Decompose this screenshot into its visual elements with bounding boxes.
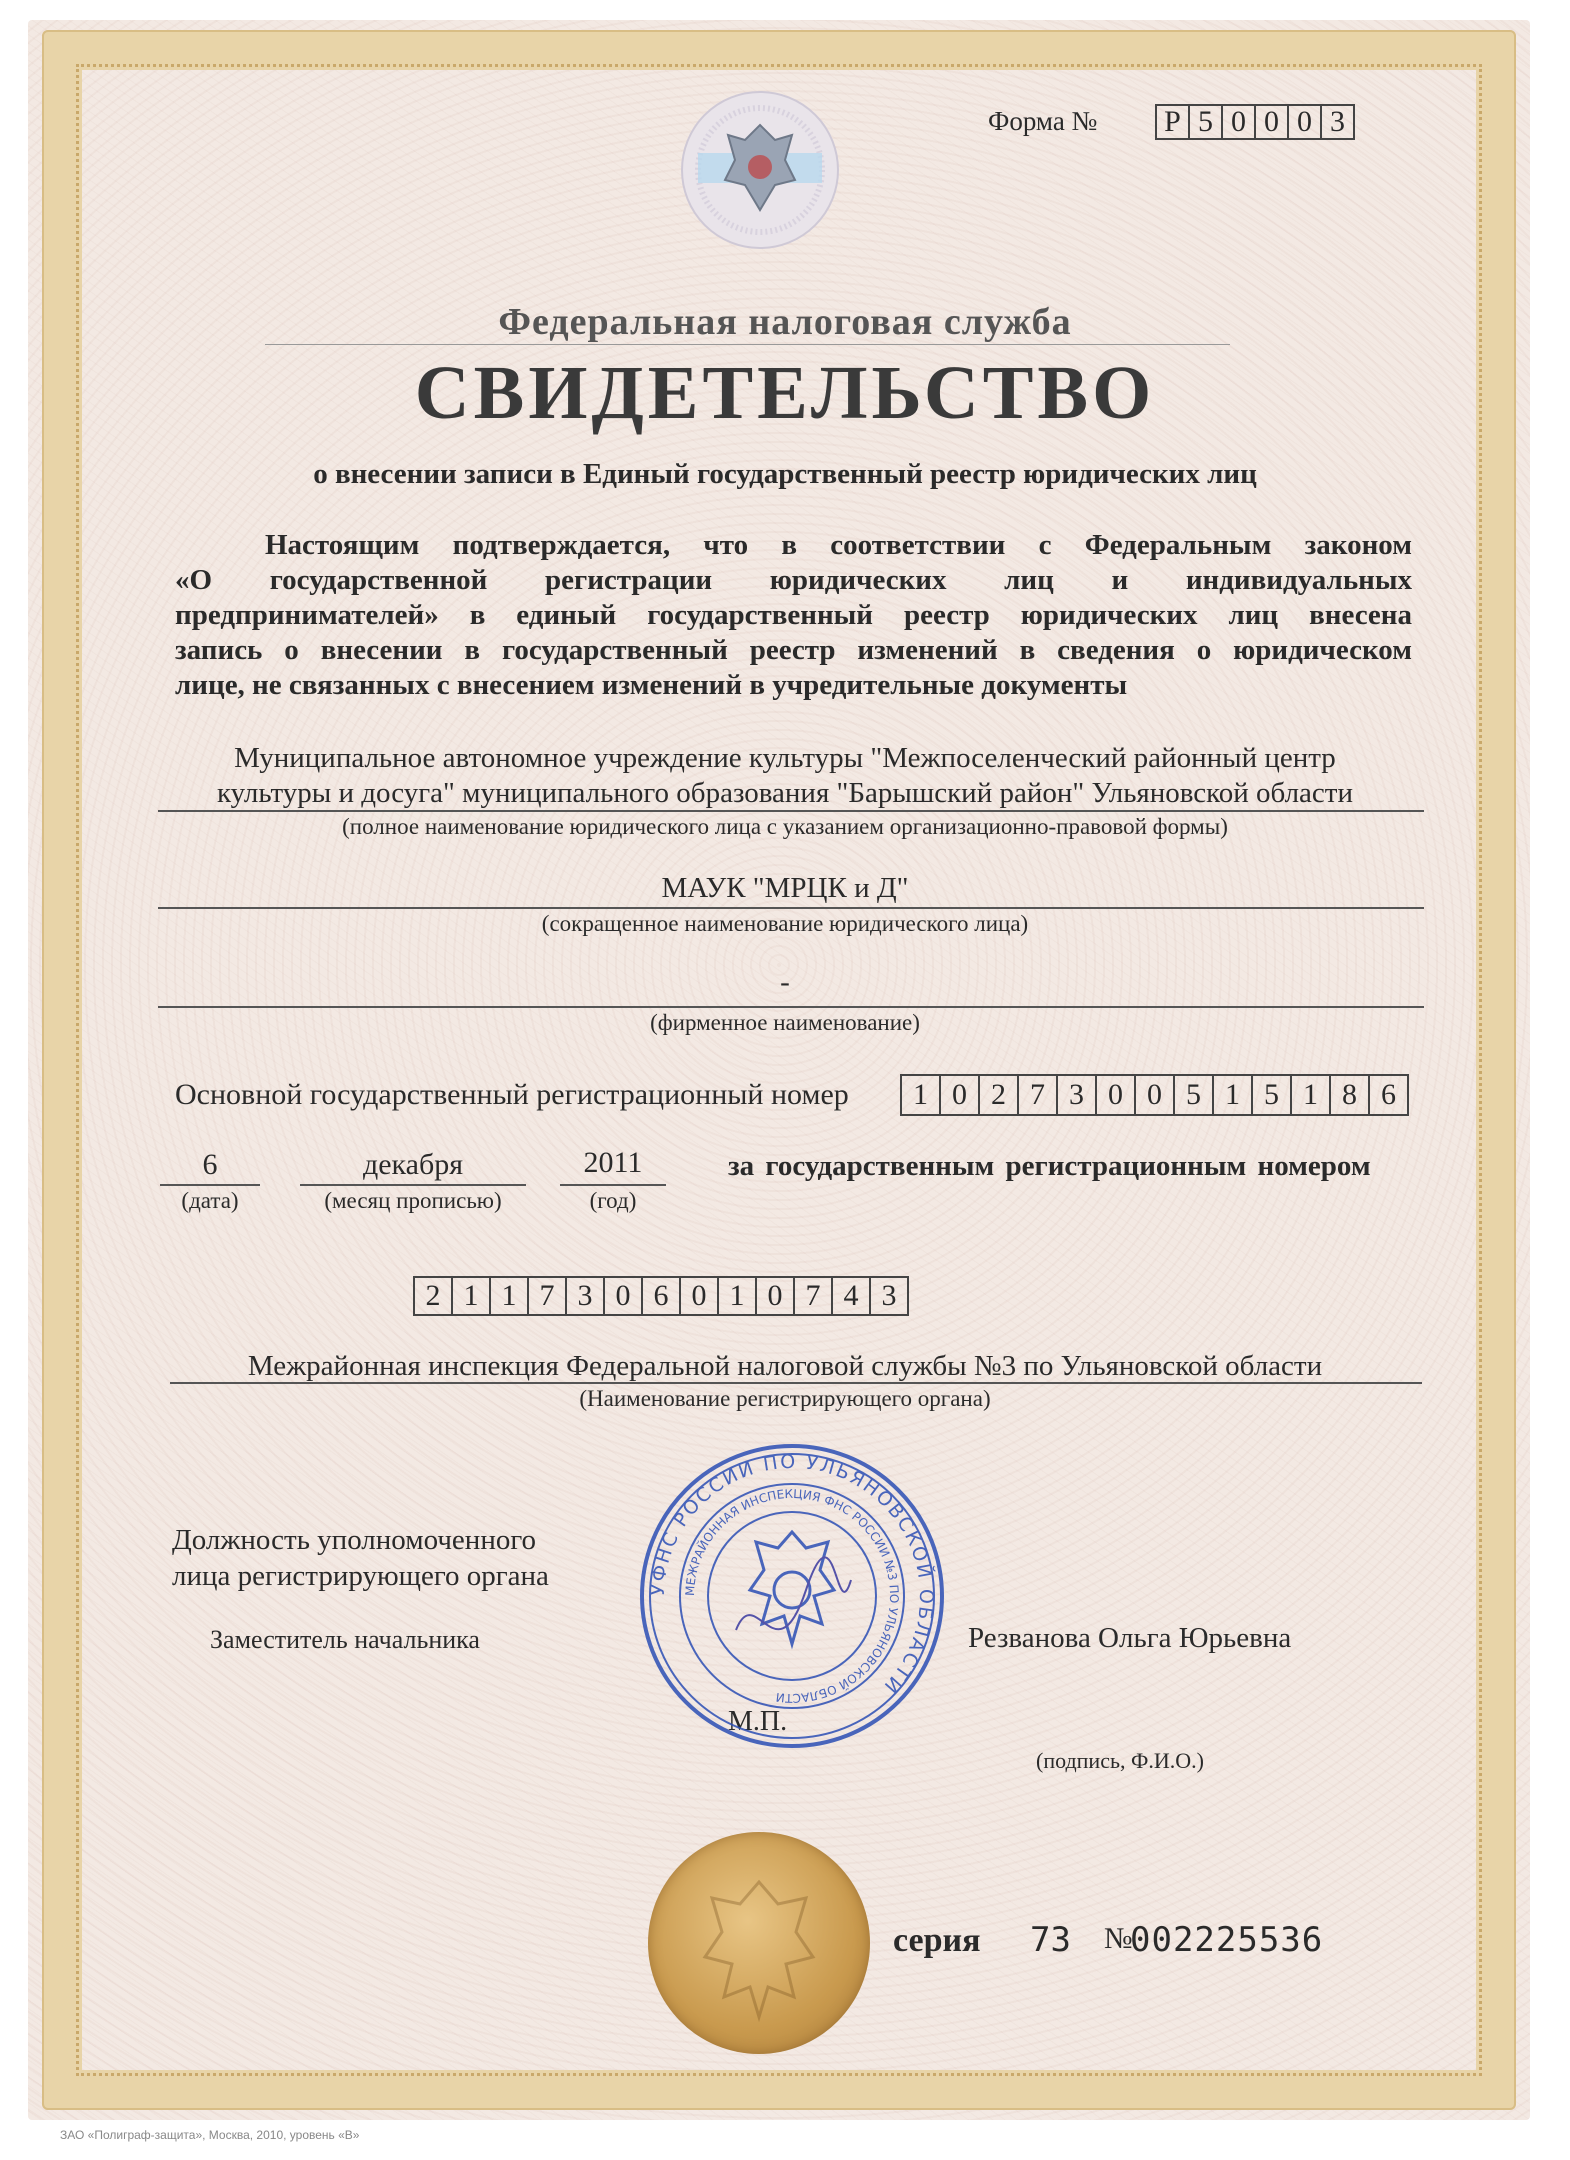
paragraph-line: предпринимателей» в единый государственный реестр юридических лиц внесена: [175, 599, 1412, 631]
svg-text:МЕЖРАЙОННАЯ ИНСПЕКЦИЯ ФНС РОСС: [683, 1487, 901, 1705]
short-name-underline: [158, 907, 1424, 909]
service-name: Федеральная налоговая служба: [498, 301, 1072, 343]
stamp-outer-text: УФНС РОССИИ ПО УЛЬЯНОВСКОЙ ОБЛАСТИ: [646, 1450, 938, 1699]
digit-cell: 0: [679, 1278, 717, 1314]
printer-footer: ЗАО «Полиграф-защита», Москва, 2010, уровень «В»: [60, 2128, 360, 2142]
digit-cell: 0: [1287, 106, 1320, 138]
digit-cell: 0: [755, 1278, 793, 1314]
date-year-caption: (год): [589, 1188, 637, 1213]
paragraph-line: лице, не связанных с внесением изменений в учредительные документы: [175, 669, 1128, 701]
digit-cell: 0: [603, 1278, 641, 1314]
digit-cell: 3: [565, 1278, 603, 1314]
full-name-line1: Муниципальное автономное учреждение культуры "Межпоселенческий районный центр: [234, 742, 1336, 774]
confirmation-paragraph: [175, 528, 1412, 703]
digit-cell: 0: [1095, 1076, 1134, 1114]
digit-cell: 6: [641, 1278, 679, 1314]
date-day-underline: [160, 1184, 260, 1186]
gold-seal-icon: [648, 1832, 870, 2054]
digit-cell: 0: [939, 1076, 978, 1114]
digit-cell: 6: [1368, 1076, 1407, 1114]
mp-label: М.П.: [728, 1706, 788, 1737]
date-month: декабря: [362, 1148, 464, 1181]
authority-caption: (Наименование регистрирующего органа): [579, 1386, 991, 1411]
ogrn-digits: [900, 1074, 1409, 1116]
digit-cell: 0: [1134, 1076, 1173, 1114]
grn-digits: [413, 1276, 909, 1316]
paragraph-line: запись о внесении в государственный реестр изменений в сведения о юридическом: [175, 634, 1412, 666]
stamp-inner-text: МЕЖРАЙОННАЯ ИНСПЕКЦИЯ ФНС РОССИИ №3 ПО УЛЬЯНОВСКОЙ ОБЛАСТИ: [682, 1486, 902, 1706]
date-day: 6: [202, 1148, 218, 1181]
hologram-emblem-icon: [680, 85, 840, 255]
digit-cell: 1: [717, 1278, 755, 1314]
brand-name: -: [780, 966, 790, 998]
date-year: 2011: [583, 1146, 643, 1179]
series-label: серия: [893, 1922, 981, 1959]
ogrn-label: Основной государственный регистрационный номер: [175, 1078, 849, 1111]
series-value: 73: [1030, 1920, 1071, 1960]
form-code: [1155, 104, 1355, 140]
position-label-line1: Должность уполномоченного: [172, 1524, 537, 1556]
series-number: 002225536: [1130, 1920, 1324, 1960]
digit-cell: 7: [527, 1278, 565, 1314]
signature-caption: (подпись, Ф.И.О.): [1036, 1748, 1204, 1773]
paragraph-line: «О государственной регистрации юридических лиц и индивидуальных: [175, 564, 1412, 596]
signatory-position: Заместитель начальника: [210, 1625, 480, 1654]
digit-cell: 5: [1251, 1076, 1290, 1114]
digit-cell: 2: [978, 1076, 1017, 1114]
full-name-caption: (полное наименование юридического лица с указанием организационно-правовой формы): [342, 814, 1228, 839]
paragraph-line: Настоящим подтверждается, что в соответствии с Федеральным законом: [265, 529, 1412, 561]
digit-cell: 3: [869, 1278, 907, 1314]
date-day-caption: (дата): [181, 1188, 239, 1213]
full-name-line2: культуры и досуга" муниципального образования "Барышский район" Ульяновской области: [216, 777, 1353, 809]
authority-name: Межрайонная инспекция Федеральной налоговой службы №3 по Ульяновской области: [247, 1350, 1323, 1382]
digit-cell: 1: [1212, 1076, 1251, 1114]
digit-cell: 7: [793, 1278, 831, 1314]
digit-cell: 1: [913, 1078, 928, 1111]
digit-cell: 8: [1329, 1076, 1368, 1114]
authority-underline: [170, 1382, 1422, 1384]
reg-number-label: за государственным регистрационным номером: [728, 1150, 1371, 1182]
certificate-subtitle: о внесении записи в Единый государственный реестр юридических лиц: [313, 458, 1257, 490]
digit-cell: Р: [1164, 105, 1181, 138]
date-month-caption: (месяц прописью): [324, 1188, 502, 1213]
signatory-name: Резванова Ольга Юрьевна: [968, 1622, 1292, 1654]
digit-cell: 4: [831, 1278, 869, 1314]
brand-name-underline: [158, 1006, 1424, 1008]
form-label: Форма №: [988, 106, 1098, 136]
digit-cell: 0: [1221, 106, 1254, 138]
series-number-label: №: [1104, 1922, 1133, 1955]
digit-cell: 1: [1290, 1076, 1329, 1114]
digit-cell: 7: [1017, 1076, 1056, 1114]
official-stamp-icon: [636, 1440, 948, 1752]
brand-name-caption: (фирменное наименование): [650, 1010, 920, 1035]
digit-cell: 2: [425, 1279, 441, 1312]
position-label-line2: лица регистрирующего органа: [172, 1560, 549, 1592]
certificate-title: СВИДЕТЕЛЬСТВО: [414, 351, 1156, 435]
digit-cell: 5: [1188, 106, 1221, 138]
full-name-underline: [158, 810, 1424, 812]
date-month-underline: [300, 1184, 526, 1186]
date-year-underline: [560, 1184, 666, 1186]
short-name-caption: (сокращенное наименование юридического лица): [541, 911, 1029, 936]
digit-cell: 0: [1254, 106, 1287, 138]
digit-cell: 3: [1320, 106, 1353, 138]
digit-cell: 1: [489, 1278, 527, 1314]
short-name: МАУК "МРЦК и Д": [661, 872, 909, 904]
digit-cell: 3: [1056, 1076, 1095, 1114]
service-underline: [265, 344, 1230, 345]
digit-cell: 5: [1173, 1076, 1212, 1114]
digit-cell: 1: [451, 1278, 489, 1314]
